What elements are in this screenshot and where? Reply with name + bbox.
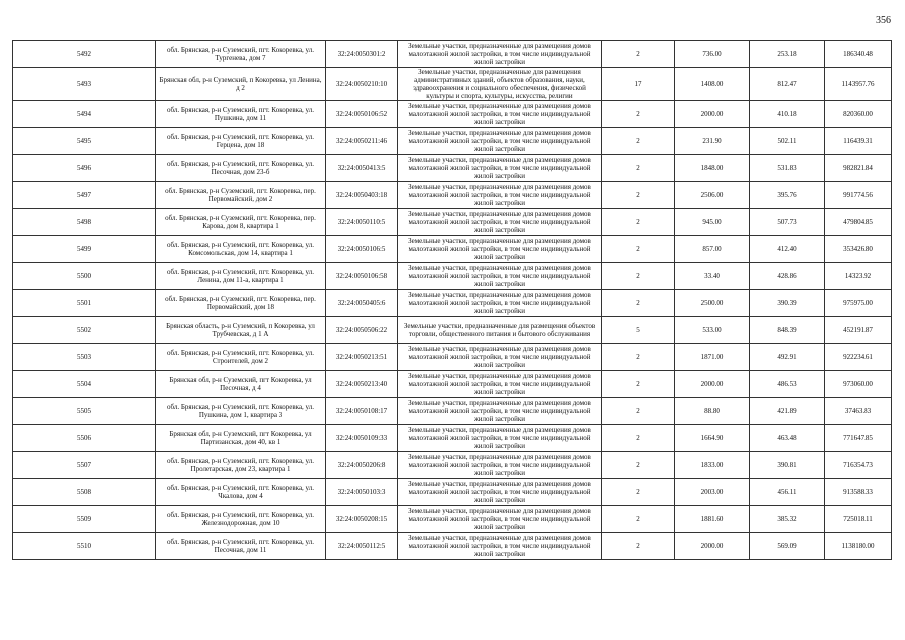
address-cell: обл. Брянская, р-н Суземский, пгт. Кокоревка, пер. Первомайский, дом 18: [156, 290, 326, 317]
use-group-cell: 2: [602, 506, 675, 533]
land-use-cell: Земельные участки, предназначенные для размещения домов малоэтажной жилой застройки, в том числе индивидуальной жилой застройки: [398, 128, 602, 155]
use-group-cell: 2: [602, 263, 675, 290]
specific-value-cell: 531.83: [750, 155, 825, 182]
cadastral-value-cell: 991774.56: [825, 182, 892, 209]
row-number-cell: 5495: [13, 128, 156, 155]
table-row: [13, 317, 892, 344]
area-cell: 736.00: [675, 41, 750, 68]
land-use-cell: Земельные участки, предназначенные для размещения домов малоэтажной жилой застройки, в том числе индивидуальной жилой застройки: [398, 506, 602, 533]
land-use-cell: Земельные участки, предназначенные для размещения домов малоэтажной жилой застройки, в том числе индивидуальной жилой застройки: [398, 236, 602, 263]
table-row: [13, 398, 892, 425]
land-use-cell: Земельные участки, предназначенные для размещения домов малоэтажной жилой застройки, в том числе индивидуальной жилой застройки: [398, 371, 602, 398]
cadastral-value-cell: 116439.31: [825, 128, 892, 155]
area-cell: 231.90: [675, 128, 750, 155]
row-number-cell: 5507: [13, 452, 156, 479]
specific-value-cell: 569.09: [750, 533, 825, 560]
table-row: [13, 479, 892, 506]
land-use-cell: Земельные участки, предназначенные для размещения объектов торговли, общественного питания и бытового обслуживания: [398, 317, 602, 344]
table-row: [13, 236, 892, 263]
use-group-cell: 2: [602, 101, 675, 128]
cadastral-value-cell: 1143957.76: [825, 68, 892, 101]
area-cell: 1871.00: [675, 344, 750, 371]
area-cell: 1664.90: [675, 425, 750, 452]
specific-value-cell: 492.91: [750, 344, 825, 371]
area-cell: 2000.00: [675, 533, 750, 560]
address-cell: обл. Брянская, р-н Суземский, пгт. Кокоревка, пер. Карова, дом 8, квартира 1: [156, 209, 326, 236]
land-use-cell: Земельные участки, предназначенные для размещения домов малоэтажной жилой застройки, в том числе индивидуальной жилой застройки: [398, 209, 602, 236]
table-row: [13, 68, 892, 101]
area-cell: 33.40: [675, 263, 750, 290]
address-cell: обл. Брянская, р-н Суземский, пгт. Кокоревка, ул. Герцена, дом 18: [156, 128, 326, 155]
cadastral-number-cell: 32:24:0050213:51: [326, 344, 398, 371]
cadastral-value-cell: 975975.00: [825, 290, 892, 317]
use-group-cell: 2: [602, 452, 675, 479]
cadastral-value-cell: 771647.85: [825, 425, 892, 452]
table-row: [13, 425, 892, 452]
table-row: [13, 209, 892, 236]
address-cell: обл. Брянская, р-н Суземский, пгт. Кокоревка, ул. Пушкина, дом 11: [156, 101, 326, 128]
cadastral-number-cell: 32:24:0050213:40: [326, 371, 398, 398]
cadastral-number-cell: 32:24:0050110:5: [326, 209, 398, 236]
use-group-cell: 2: [602, 128, 675, 155]
area-cell: 1881.60: [675, 506, 750, 533]
area-cell: 2506.00: [675, 182, 750, 209]
address-cell: обл. Брянская, р-н Суземский, пгт. Кокоревка, ул. Чкалова, дом 4: [156, 479, 326, 506]
table-row: [13, 344, 892, 371]
specific-value-cell: 502.11: [750, 128, 825, 155]
land-use-cell: Земельные участки, предназначенные для размещения домов малоэтажной жилой застройки, в том числе индивидуальной жилой застройки: [398, 479, 602, 506]
land-use-cell: Земельные участки, предназначенные для размещения административных зданий, объектов образования, науки, здравоохранения и социального обеспечения, физической культуры и спорта, культуры, искусства, религии: [398, 68, 602, 101]
cadastral-value-cell: 982821.84: [825, 155, 892, 182]
cadastral-number-cell: 32:24:0050106:5: [326, 236, 398, 263]
use-group-cell: 2: [602, 209, 675, 236]
cadastral-number-cell: 32:24:0050108:17: [326, 398, 398, 425]
area-cell: 2000.00: [675, 371, 750, 398]
area-cell: 2000.00: [675, 101, 750, 128]
specific-value-cell: 390.81: [750, 452, 825, 479]
specific-value-cell: 456.11: [750, 479, 825, 506]
specific-value-cell: 385.32: [750, 506, 825, 533]
address-cell: обл. Брянская, р-н Суземский, пгт. Кокоревка, пер. Первомайский, дом 2: [156, 182, 326, 209]
address-cell: обл. Брянская, р-н Суземский, пгт. Кокоревка, ул. Песочная, дом 11: [156, 533, 326, 560]
row-number-cell: 5493: [13, 68, 156, 101]
address-cell: обл. Брянская, р-н Суземский, пгт. Кокоревка, ул. Тургенева, дом 7: [156, 41, 326, 68]
cadastral-number-cell: 32:24:0050109:33: [326, 425, 398, 452]
land-use-cell: Земельные участки, предназначенные для размещения домов малоэтажной жилой застройки, в том числе индивидуальной жилой застройки: [398, 344, 602, 371]
land-use-cell: Земельные участки, предназначенные для размещения домов малоэтажной жилой застройки, в том числе индивидуальной жилой застройки: [398, 182, 602, 209]
specific-value-cell: 848.39: [750, 317, 825, 344]
cadastral-number-cell: 32:24:0050403:18: [326, 182, 398, 209]
table-row: [13, 290, 892, 317]
use-group-cell: 5: [602, 317, 675, 344]
row-number-cell: 5498: [13, 209, 156, 236]
cadastral-number-cell: 32:24:0050206:8: [326, 452, 398, 479]
table-row: [13, 101, 892, 128]
cadastral-value-cell: 716354.73: [825, 452, 892, 479]
cadastral-number-cell: 32:24:0050413:5: [326, 155, 398, 182]
specific-value-cell: 410.18: [750, 101, 825, 128]
specific-value-cell: 486.53: [750, 371, 825, 398]
row-number-cell: 5510: [13, 533, 156, 560]
address-cell: обл. Брянская, р-н Суземский, пгт. Кокоревка, ул. Песочная, дом 23-б: [156, 155, 326, 182]
land-use-cell: Земельные участки, предназначенные для размещения домов малоэтажной жилой застройки, в том числе индивидуальной жилой застройки: [398, 398, 602, 425]
cadastral-value-cell: 353426.80: [825, 236, 892, 263]
cadastral-value-table: [12, 40, 892, 560]
land-use-cell: Земельные участки, предназначенные для размещения домов малоэтажной жилой застройки, в том числе индивидуальной жилой застройки: [398, 101, 602, 128]
row-number-cell: 5505: [13, 398, 156, 425]
row-number-cell: 5492: [13, 41, 156, 68]
area-cell: 945.00: [675, 209, 750, 236]
cadastral-value-cell: 913588.33: [825, 479, 892, 506]
table-row: [13, 128, 892, 155]
use-group-cell: 2: [602, 155, 675, 182]
table-row: [13, 452, 892, 479]
row-number-cell: 5508: [13, 479, 156, 506]
use-group-cell: 17: [602, 68, 675, 101]
table-row: [13, 263, 892, 290]
land-use-cell: Земельные участки, предназначенные для размещения домов малоэтажной жилой застройки, в том числе индивидуальной жилой застройки: [398, 263, 602, 290]
use-group-cell: 2: [602, 479, 675, 506]
specific-value-cell: 395.76: [750, 182, 825, 209]
specific-value-cell: 390.39: [750, 290, 825, 317]
area-cell: 1833.00: [675, 452, 750, 479]
cadastral-value-cell: 820360.00: [825, 101, 892, 128]
area-cell: 533.00: [675, 317, 750, 344]
address-cell: обл. Брянская, р-н Суземский, пгт. Кокоревка, ул. Комсомольская, дом 14, квартира 1: [156, 236, 326, 263]
row-number-cell: 5502: [13, 317, 156, 344]
row-number-cell: 5501: [13, 290, 156, 317]
specific-value-cell: 463.48: [750, 425, 825, 452]
row-number-cell: 5504: [13, 371, 156, 398]
cadastral-number-cell: 32:24:0050103:3: [326, 479, 398, 506]
cadastral-value-cell: 14323.92: [825, 263, 892, 290]
specific-value-cell: 507.73: [750, 209, 825, 236]
table-body: [13, 41, 892, 560]
cadastral-number-cell: 32:24:0050106:52: [326, 101, 398, 128]
cadastral-number-cell: 32:24:0050211:46: [326, 128, 398, 155]
cadastral-number-cell: 32:24:0050405:6: [326, 290, 398, 317]
row-number-cell: 5494: [13, 101, 156, 128]
cadastral-value-cell: 37463.83: [825, 398, 892, 425]
cadastral-value-cell: 725018.11: [825, 506, 892, 533]
cadastral-value-cell: 452191.87: [825, 317, 892, 344]
land-use-cell: Земельные участки, предназначенные для размещения домов малоэтажной жилой застройки, в том числе индивидуальной жилой застройки: [398, 41, 602, 68]
cadastral-value-cell: 479804.85: [825, 209, 892, 236]
use-group-cell: 2: [602, 236, 675, 263]
land-use-cell: Земельные участки, предназначенные для размещения домов малоэтажной жилой застройки, в том числе индивидуальной жилой застройки: [398, 155, 602, 182]
area-cell: 88.80: [675, 398, 750, 425]
row-number-cell: 5509: [13, 506, 156, 533]
page-number: 356: [876, 15, 891, 26]
area-cell: 2003.00: [675, 479, 750, 506]
use-group-cell: 2: [602, 533, 675, 560]
specific-value-cell: 253.18: [750, 41, 825, 68]
cadastral-number-cell: 32:24:0050112:5: [326, 533, 398, 560]
address-cell: обл. Брянская, р-н Суземский, пгт. Кокоревка, ул. Железнодорожная, дом 10: [156, 506, 326, 533]
use-group-cell: 2: [602, 41, 675, 68]
address-cell: обл. Брянская, р-н Суземский, пгт. Кокоревка, ул. Пролетарская, дом 23, квартира 1: [156, 452, 326, 479]
use-group-cell: 2: [602, 371, 675, 398]
cadastral-number-cell: 32:24:0050210:10: [326, 68, 398, 101]
address-cell: Брянская область, р-н Суземский, п Кокоревка, ул Трубчевская, д 1 А: [156, 317, 326, 344]
table-row: [13, 41, 892, 68]
cadastral-value-cell: 973060.00: [825, 371, 892, 398]
table-row: [13, 182, 892, 209]
use-group-cell: 2: [602, 398, 675, 425]
address-cell: обл. Брянская, р-н Суземский, пгт. Кокоревка, ул. Ленина, дом 11-а, квартира 1: [156, 263, 326, 290]
use-group-cell: 2: [602, 425, 675, 452]
specific-value-cell: 412.40: [750, 236, 825, 263]
address-cell: обл. Брянская, р-н Суземский, пгт. Кокоревка, ул. Пушкина, дом 1, квартира 3: [156, 398, 326, 425]
cadastral-number-cell: 32:24:0050208:15: [326, 506, 398, 533]
cadastral-number-cell: 32:24:0050506:22: [326, 317, 398, 344]
specific-value-cell: 428.86: [750, 263, 825, 290]
address-cell: обл. Брянская, р-н Суземский, пгт. Кокоревка, ул. Строителей, дом 2: [156, 344, 326, 371]
land-use-cell: Земельные участки, предназначенные для размещения домов малоэтажной жилой застройки, в том числе индивидуальной жилой застройки: [398, 290, 602, 317]
land-use-cell: Земельные участки, предназначенные для размещения домов малоэтажной жилой застройки, в том числе индивидуальной жилой застройки: [398, 533, 602, 560]
table-row: [13, 506, 892, 533]
row-number-cell: 5496: [13, 155, 156, 182]
area-cell: 2500.00: [675, 290, 750, 317]
specific-value-cell: 421.89: [750, 398, 825, 425]
address-cell: Брянская обл, р-н Суземский, пгт Кокоревка, ул Партизанская, дом 40, кв 1: [156, 425, 326, 452]
cadastral-value-cell: 1138180.00: [825, 533, 892, 560]
area-cell: 1408.00: [675, 68, 750, 101]
specific-value-cell: 812.47: [750, 68, 825, 101]
row-number-cell: 5506: [13, 425, 156, 452]
use-group-cell: 2: [602, 182, 675, 209]
row-number-cell: 5503: [13, 344, 156, 371]
cadastral-value-cell: 186340.48: [825, 41, 892, 68]
row-number-cell: 5499: [13, 236, 156, 263]
table-row: [13, 155, 892, 182]
address-cell: Брянская обл, р-н Суземский, п Кокоревка, ул Ленина, д 2: [156, 68, 326, 101]
table-row: [13, 533, 892, 560]
cadastral-number-cell: 32:24:0050301:2: [326, 41, 398, 68]
cadastral-value-cell: 922234.61: [825, 344, 892, 371]
land-use-cell: Земельные участки, предназначенные для размещения домов малоэтажной жилой застройки, в том числе индивидуальной жилой застройки: [398, 425, 602, 452]
cadastral-number-cell: 32:24:0050106:58: [326, 263, 398, 290]
land-use-cell: Земельные участки, предназначенные для размещения домов малоэтажной жилой застройки, в том числе индивидуальной жилой застройки: [398, 452, 602, 479]
table-row: [13, 371, 892, 398]
use-group-cell: 2: [602, 344, 675, 371]
area-cell: 1848.00: [675, 155, 750, 182]
address-cell: Брянская обл, р-н Суземский, пгт Кокоревка, ул Песочная, д 4: [156, 371, 326, 398]
row-number-cell: 5500: [13, 263, 156, 290]
area-cell: 857.00: [675, 236, 750, 263]
use-group-cell: 2: [602, 290, 675, 317]
row-number-cell: 5497: [13, 182, 156, 209]
